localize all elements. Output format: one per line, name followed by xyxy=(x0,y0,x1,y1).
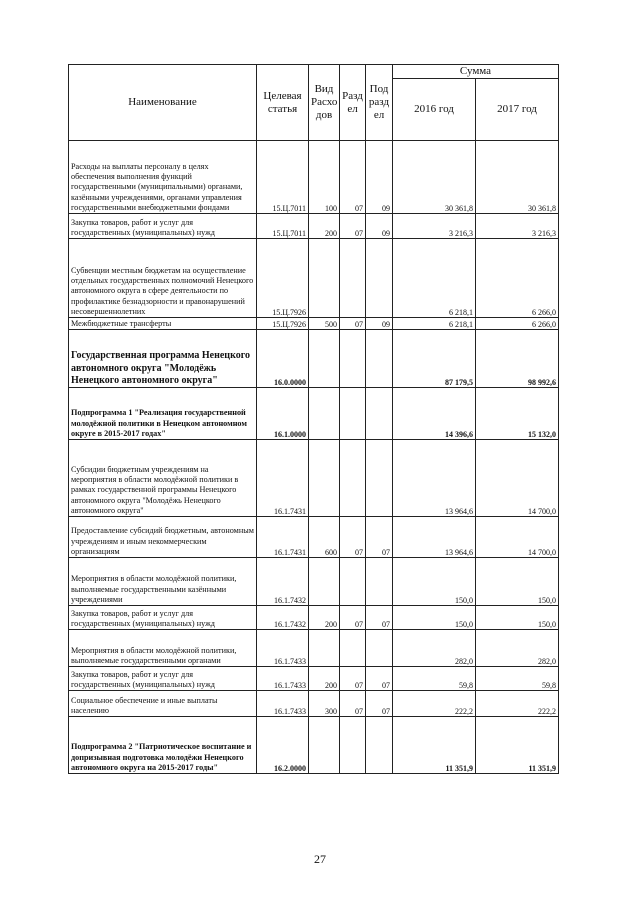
row-razd: 07 xyxy=(340,214,366,239)
page-number: 27 xyxy=(314,852,326,866)
row-sum-2016: 87 179,5 xyxy=(393,330,476,388)
row-sum-2016: 150,0 xyxy=(393,558,476,606)
row-sum-2016: 222,2 xyxy=(393,691,476,717)
row-razd xyxy=(340,330,366,388)
row-code: 16.1.0000 xyxy=(257,388,309,440)
row-podr xyxy=(366,630,393,667)
table-row xyxy=(69,517,559,558)
row-vid: 300 xyxy=(309,691,340,717)
row-podr xyxy=(366,440,393,517)
row-podr: 09 xyxy=(366,141,393,214)
row-sum-2016: 59,8 xyxy=(393,667,476,691)
row-podr xyxy=(366,717,393,774)
table-row xyxy=(69,214,559,239)
row-vid xyxy=(309,330,340,388)
row-razd xyxy=(340,630,366,667)
row-code: 16.1.7432 xyxy=(257,558,309,606)
row-code: 15.Ц.7926 xyxy=(257,239,309,318)
row-podr: 07 xyxy=(366,667,393,691)
row-code: 15.Ц.7011 xyxy=(257,141,309,214)
row-code: 16.1.7433 xyxy=(257,691,309,717)
row-name: Закупка товаров, работ и услуг для государственных (муниципальных) нужд xyxy=(69,667,257,691)
table-row xyxy=(69,318,559,330)
row-code: 15.Ц.7926 xyxy=(257,318,309,330)
row-podr: 09 xyxy=(366,318,393,330)
row-sum-2017: 14 700,0 xyxy=(476,440,559,517)
row-sum-2017: 222,2 xyxy=(476,691,559,717)
row-code: 16.1.7433 xyxy=(257,630,309,667)
row-vid: 500 xyxy=(309,318,340,330)
row-sum-2017: 59,8 xyxy=(476,667,559,691)
row-sum-2016: 11 351,9 xyxy=(393,717,476,774)
row-vid xyxy=(309,558,340,606)
row-name: Социальное обеспечение и иные выплаты населению xyxy=(69,691,257,717)
table-row xyxy=(69,239,559,318)
row-sum-2017: 15 132,0 xyxy=(476,388,559,440)
row-name: Расходы на выплаты персоналу в целях обеспечения выполнения функций государственными (муниципальными) органами, казёнными учреждениями, органами управления государственными внебюджетными фондами xyxy=(69,141,257,214)
row-sum-2017: 14 700,0 xyxy=(476,517,559,558)
row-podr: 07 xyxy=(366,691,393,717)
row-sum-2016: 13 964,6 xyxy=(393,440,476,517)
table-row xyxy=(69,691,559,717)
row-sum-2016: 6 218,1 xyxy=(393,239,476,318)
row-name: Межбюджетные трансферты xyxy=(69,318,257,330)
row-code: 16.0.0000 xyxy=(257,330,309,388)
row-sum-2017: 98 992,6 xyxy=(476,330,559,388)
row-code: 16.1.7431 xyxy=(257,440,309,517)
header-2017: 2017 год xyxy=(476,79,559,141)
table-row xyxy=(69,717,559,774)
row-code: 16.1.7433 xyxy=(257,667,309,691)
row-razd: 07 xyxy=(340,517,366,558)
header-subsection: Под разд ел xyxy=(366,65,393,141)
row-name: Государственная программа Ненецкого автономного округа "Молодёжь Ненецкого автономного округа" xyxy=(69,330,257,388)
row-vid xyxy=(309,717,340,774)
row-sum-2017: 30 361,8 xyxy=(476,141,559,214)
header-name: Наименование xyxy=(69,65,257,141)
row-sum-2017: 6 266,0 xyxy=(476,239,559,318)
row-razd: 07 xyxy=(340,141,366,214)
row-code: 15.Ц.7011 xyxy=(257,214,309,239)
row-name: Субвенции местным бюджетам на осуществление отдельных государственных полномочий Ненецкого автономного округа в сфере деятельности по профилактике безнадзорности и правонарушений несовершеннолетних xyxy=(69,239,257,318)
row-podr: 07 xyxy=(366,517,393,558)
row-vid: 600 xyxy=(309,517,340,558)
table-row xyxy=(69,606,559,630)
row-sum-2016: 150,0 xyxy=(393,606,476,630)
row-sum-2016: 30 361,8 xyxy=(393,141,476,214)
row-razd xyxy=(340,558,366,606)
row-sum-2017: 6 266,0 xyxy=(476,318,559,330)
header-2016: 2016 год xyxy=(393,79,476,141)
row-sum-2017: 11 351,9 xyxy=(476,717,559,774)
row-sum-2016: 3 216,3 xyxy=(393,214,476,239)
header-expense-type: Вид Расхо дов xyxy=(309,65,340,141)
row-vid xyxy=(309,440,340,517)
row-name: Закупка товаров, работ и услуг для государственных (муниципальных) нужд xyxy=(69,606,257,630)
table-row xyxy=(69,558,559,606)
row-razd: 07 xyxy=(340,318,366,330)
row-podr xyxy=(366,330,393,388)
row-sum-2016: 6 218,1 xyxy=(393,318,476,330)
table-row xyxy=(69,141,559,214)
row-sum-2016: 14 396,6 xyxy=(393,388,476,440)
row-name: Мероприятия в области молодёжной политики, выполняемые государственными казёнными учреждениями xyxy=(69,558,257,606)
row-code: 16.1.7431 xyxy=(257,517,309,558)
row-podr: 09 xyxy=(366,214,393,239)
row-sum-2016: 13 964,6 xyxy=(393,517,476,558)
row-sum-2017: 282,0 xyxy=(476,630,559,667)
row-vid: 200 xyxy=(309,214,340,239)
row-name: Закупка товаров, работ и услуг для государственных (муниципальных) нужд xyxy=(69,214,257,239)
table-row xyxy=(69,440,559,517)
row-razd xyxy=(340,717,366,774)
table-row xyxy=(69,630,559,667)
row-name: Подпрограмма 2 "Патриотическое воспитание и допризывная подготовка молодёжи Ненецкого автономного округа на 2015-2017 годы" xyxy=(69,717,257,774)
row-podr xyxy=(366,558,393,606)
row-vid xyxy=(309,388,340,440)
row-name: Предоставление субсидий бюджетным, автономным учреждениям и иным некоммерческим организациям xyxy=(69,517,257,558)
row-razd xyxy=(340,239,366,318)
row-vid xyxy=(309,239,340,318)
row-vid: 200 xyxy=(309,606,340,630)
table-row xyxy=(69,330,559,388)
row-sum-2017: 3 216,3 xyxy=(476,214,559,239)
row-name: Субсидии бюджетным учреждениям на мероприятия в области молодёжной политики в рамках государственной программы Ненецкого автономного округа "Молодёжь Ненецкого автономного округа" xyxy=(69,440,257,517)
row-razd: 07 xyxy=(340,691,366,717)
row-vid: 100 xyxy=(309,141,340,214)
row-razd xyxy=(340,388,366,440)
budget-table xyxy=(68,64,559,774)
row-name: Подпрограмма 1 "Реализация государственной молодёжной политики в Ненецком автономном округе в 2015-2017 годах" xyxy=(69,388,257,440)
row-sum-2016: 282,0 xyxy=(393,630,476,667)
row-razd: 07 xyxy=(340,667,366,691)
row-sum-2017: 150,0 xyxy=(476,606,559,630)
row-name: Мероприятия в области молодёжной политики, выполняемые государственными органами xyxy=(69,630,257,667)
table-row xyxy=(69,388,559,440)
row-vid: 200 xyxy=(309,667,340,691)
row-razd: 07 xyxy=(340,606,366,630)
row-vid xyxy=(309,630,340,667)
row-code: 16.1.7432 xyxy=(257,606,309,630)
header-target-article: Целевая статья xyxy=(257,65,309,141)
header-sum: Сумма xyxy=(393,65,559,79)
header-section: Разд ел xyxy=(340,65,366,141)
row-podr: 07 xyxy=(366,606,393,630)
row-razd xyxy=(340,440,366,517)
row-code: 16.2.0000 xyxy=(257,717,309,774)
row-podr xyxy=(366,239,393,318)
row-sum-2017: 150,0 xyxy=(476,558,559,606)
row-podr xyxy=(366,388,393,440)
table-row xyxy=(69,667,559,691)
